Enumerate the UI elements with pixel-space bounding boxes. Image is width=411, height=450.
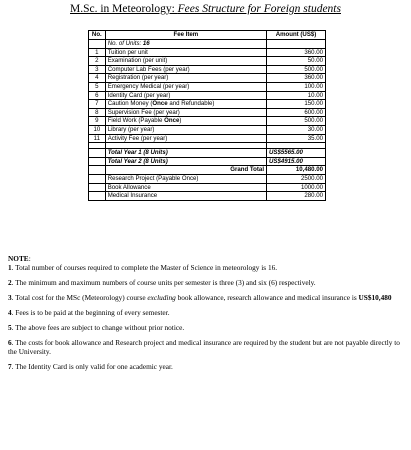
fees-table (88, 30, 326, 201)
table-row (89, 134, 326, 143)
header-fee-item: Fee Item (105, 31, 266, 40)
row-no: 2 (89, 57, 106, 66)
row-no: 9 (89, 117, 106, 126)
table-row (89, 82, 326, 91)
page-title (0, 3, 411, 15)
extra-row (89, 183, 326, 192)
row-no: 5 (89, 82, 106, 91)
row-no: 7 (89, 100, 106, 109)
row-amount: 100.00 (267, 82, 326, 91)
row-amount: 360.00 (267, 48, 326, 57)
table-row (89, 117, 326, 126)
grand-total-row (89, 166, 326, 175)
total-year1-row (89, 149, 326, 158)
note-4: 4. Fees is to be paid at the beginning of every semester. (8, 308, 170, 317)
note-2: 2. The minimum and maximum numbers of course units per semester is three (3) and six (6) respectively. (8, 278, 316, 287)
row-no: 10 (89, 125, 106, 134)
row-amount: 360.00 (267, 74, 326, 83)
row-no: 4 (89, 74, 106, 83)
note-6: 6. The costs for book allowance and Research project and medical insurance are required by the student but are not payable directly to the University. (8, 338, 400, 356)
row-item: Library (per year) (105, 125, 266, 134)
header-no: No. (89, 31, 106, 40)
row-amount: 50.00 (267, 57, 326, 66)
title-plain: M.Sc. in Meteorology: (70, 3, 178, 15)
note-7: 7. The Identity Card is only valid for one academic year. (8, 362, 173, 371)
units-row (89, 40, 326, 49)
row-amount: 10.00 (267, 91, 326, 100)
units-cell (105, 40, 266, 49)
extra-amount: 2500.00 (267, 174, 326, 183)
note-1: 1. Total number of courses required to complete the Master of Science in meteorology is 16. (8, 263, 278, 272)
note-5: 5. The above fees are subject to change without prior notice. (8, 323, 185, 332)
total-year2-label: Total Year 2 (8 Units) (105, 157, 266, 166)
total-year1-amount: US$5565.00 (267, 149, 326, 158)
row-item: Examination (per unit) (105, 57, 266, 66)
extra-item: Research Project (Payable Once) (105, 174, 266, 183)
row-amount: 35.00 (267, 134, 326, 143)
table-row (89, 57, 326, 66)
row-item: Caution Money (Once and Refundable) (105, 100, 266, 109)
extra-item: Medical Insurance (105, 192, 266, 201)
grand-total-label: Grand Total (105, 166, 266, 175)
extra-item: Book Allowance (105, 183, 266, 192)
extra-amount: 1000.00 (267, 183, 326, 192)
row-item: Identity Card (per year) (105, 91, 266, 100)
grand-total-amount: 10,480.00 (267, 166, 326, 175)
total-year2-row (89, 157, 326, 166)
table-row (89, 125, 326, 134)
row-item: Supervision Fee (per year) (105, 108, 266, 117)
row-item: Computer Lab Fees (per year) (105, 65, 266, 74)
row-amount: 30.00 (267, 125, 326, 134)
total-year2-amount: US$4915.00 (267, 157, 326, 166)
row-item: Registration (per year) (105, 74, 266, 83)
notes-section (8, 254, 403, 371)
row-item: Emergency Medical (per year) (105, 82, 266, 91)
row-no: 3 (89, 65, 106, 74)
table-row (89, 48, 326, 57)
row-item: Tuition per unit (105, 48, 266, 57)
table-row (89, 65, 326, 74)
table-row (89, 108, 326, 117)
row-no: 1 (89, 48, 106, 57)
extra-amount: 280.00 (267, 192, 326, 201)
extra-row (89, 174, 326, 183)
table-header-row (89, 31, 326, 40)
row-item: Activity Fee (per year) (105, 134, 266, 143)
extra-row (89, 192, 326, 201)
row-amount: 500.00 (267, 65, 326, 74)
row-item: Field Work (Payable Once) (105, 117, 266, 126)
table-row (89, 100, 326, 109)
row-amount: 600.00 (267, 108, 326, 117)
notes-heading: NOTE: (8, 254, 31, 263)
title-italic: Fees Structure for Foreign students (177, 3, 341, 15)
row-no: 6 (89, 91, 106, 100)
row-amount: 500.00 (267, 117, 326, 126)
units-value: 16 (142, 40, 150, 47)
total-year1-label: Total Year 1 (8 Units) (105, 149, 266, 158)
units-label: No. of Units: (107, 40, 143, 47)
note-3: 3. Total cost for the MSc (Meteorology) course excluding book allowance, research allowance and medical insurance is US$10,480 (8, 293, 392, 302)
header-amount: Amount (US$) (267, 31, 326, 40)
row-no: 11 (89, 134, 106, 143)
table-row (89, 91, 326, 100)
table-row (89, 74, 326, 83)
row-no: 8 (89, 108, 106, 117)
row-amount: 150.00 (267, 100, 326, 109)
